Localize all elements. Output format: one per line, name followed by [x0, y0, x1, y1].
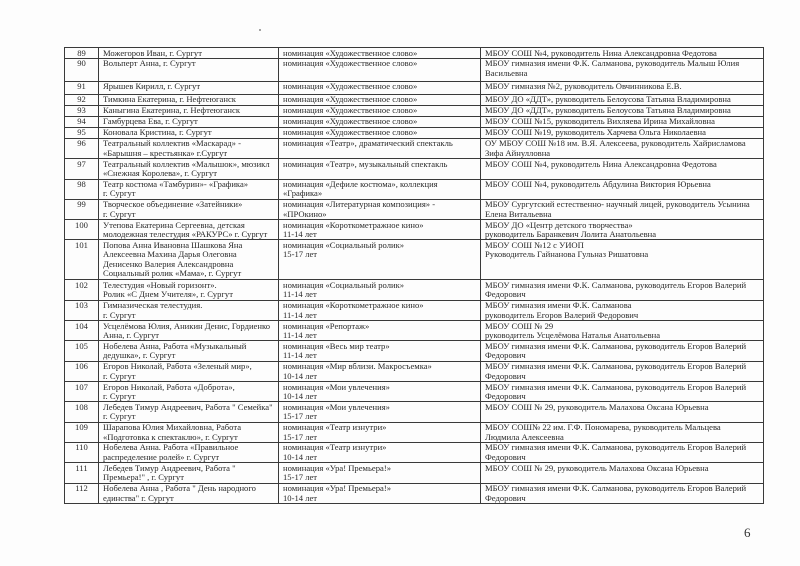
nomination-cell-line: номинация «Мои увлечения» — [283, 402, 390, 412]
participant-cell — [99, 483, 279, 503]
scan-speck — [259, 29, 261, 31]
participant-cell-line: Премьера!" , г. Сургут — [103, 473, 184, 483]
participant-cell-line: Егоров Николай, Работа «Доброта», — [103, 382, 235, 392]
nomination-cell-line: номинация «Ура! Премьера!» — [283, 484, 391, 494]
row-number: 89 — [65, 48, 99, 59]
organization-cell-line: Федорович — [485, 391, 526, 401]
participant-cell — [99, 402, 279, 422]
participant-cell-line: Гамбурцева Ева, г. Сургут — [103, 117, 198, 127]
organization-cell-line: МБОУ ДО «ДДТ», руководитель Белоусова Татьяна Владимировна — [485, 106, 731, 116]
organization-cell-line: МБОУ СОШ № 29 — [485, 321, 554, 331]
row-number: 100 — [65, 220, 99, 240]
organization-cell-line: МБОУ СОШ №4, руководитель Нина Александровна Федотова — [485, 48, 717, 58]
nomination-cell-line: номинация «Художественное слово» — [283, 128, 418, 138]
organization-cell-line: МБОУ гимназия имени Ф.К. Салманова, руководитель Егоров Валерий — [485, 484, 747, 494]
nomination-cell — [279, 159, 481, 179]
nomination-cell — [279, 199, 481, 219]
table-row — [65, 321, 764, 341]
organization-cell-line: Федорович — [485, 290, 526, 300]
organization-cell-line: руководитель Усцелёмова Наталья Анатольевна — [485, 331, 661, 340]
organization-cell — [481, 116, 764, 127]
organization-cell-line: руководитель Егоров Валерий Федорович — [485, 310, 639, 320]
nomination-cell-line: номинация «Художественное слово» — [283, 95, 418, 105]
nomination-cell-line: 11-14 лет — [283, 351, 317, 361]
nomination-cell-line: номинация «Мои увлечения» — [283, 382, 390, 392]
nomination-cell — [279, 422, 481, 442]
nomination-cell-line: 10-14 лет — [283, 391, 318, 401]
participant-cell-line: Творческое объединение «Затейники» — [103, 200, 243, 210]
organization-cell-line: МБОУ гимназия имени Ф.К. Салманова, руководитель Егоров Валерий — [485, 362, 747, 372]
table-row — [65, 138, 764, 158]
participant-cell-line: Шарапова Юлия Михайловна, Работа — [103, 423, 242, 433]
nomination-cell — [279, 105, 481, 116]
nomination-cell — [279, 483, 481, 503]
participant-cell — [99, 48, 279, 59]
nomination-cell — [279, 240, 481, 280]
participant-cell — [99, 240, 279, 280]
row-number: 107 — [65, 382, 99, 402]
organization-cell-line: МБОУ гимназия имени Ф.К. Салманова, руководитель Малыш Юлия — [485, 59, 740, 69]
organization-cell-line: МБОУ Сургутский естественно- научный лицей, руководитель Усынина — [485, 200, 750, 210]
participant-cell-line: Театральный коллектив «Маскарад» - — [103, 139, 241, 149]
participant-cell-line: Театральный коллектив «Малышок», мюзикл — [103, 159, 270, 169]
row-number: 102 — [65, 280, 99, 300]
table-row — [65, 94, 764, 105]
participant-cell — [99, 58, 279, 81]
nomination-cell-line: номинация «Театр», драматический спектакль — [283, 139, 453, 149]
nomination-cell — [279, 127, 481, 138]
participant-cell-line: г. Сургут — [103, 412, 136, 422]
organization-cell-line: Федорович — [485, 371, 526, 381]
organization-cell-line: Федорович — [485, 351, 526, 361]
organization-cell-line: МБОУ СОШ№ 22 им. Г.Ф. Пономарева, руководитель Мальцева — [485, 423, 721, 433]
nomination-cell-line: «ПРОкино» — [283, 209, 327, 219]
organization-cell — [481, 240, 764, 280]
table-row — [65, 116, 764, 127]
organization-cell — [481, 422, 764, 442]
organization-cell — [481, 105, 764, 116]
organization-cell — [481, 280, 764, 300]
participant-cell — [99, 94, 279, 105]
nomination-cell-line: номинация «Художественное слово» — [283, 59, 418, 69]
table-row — [65, 422, 764, 442]
organization-cell — [481, 58, 764, 81]
organization-cell-line: МБОУ СОШ №4, руководитель Абдулина Виктория Юрьевна — [485, 180, 711, 190]
nomination-cell — [279, 81, 481, 94]
nomination-cell — [279, 463, 481, 483]
organization-cell — [481, 300, 764, 320]
participant-cell-line: распределение ролей» г. Сургут — [103, 452, 220, 462]
table-row — [65, 179, 764, 199]
nomination-cell — [279, 138, 481, 158]
table-row — [65, 442, 764, 462]
row-number: 106 — [65, 361, 99, 381]
organization-cell — [481, 483, 764, 503]
participant-cell-line: Гимназическая телестудия. — [103, 301, 203, 311]
participant-cell — [99, 361, 279, 381]
row-number: 95 — [65, 127, 99, 138]
nomination-cell-line: номинация «Репортаж» — [283, 321, 370, 331]
participant-cell — [99, 382, 279, 402]
organization-cell-line: МБОУ СОШ №4, руководитель Нина Александровна Федотова — [485, 159, 717, 169]
participant-cell — [99, 138, 279, 158]
nomination-cell-line: 11-14 лет — [283, 290, 317, 300]
row-number: 101 — [65, 240, 99, 280]
nomination-cell-line: номинация «Мир вблизи. Макросъемка» — [283, 362, 432, 372]
organization-cell — [481, 127, 764, 138]
table-row — [65, 341, 764, 361]
participant-cell-line: Тимкина Екатерина, г. Нефтеюганск — [103, 95, 236, 105]
organization-cell — [481, 402, 764, 422]
organization-cell-line: МБОУ ДО «Центр детского творчества» — [485, 220, 633, 230]
organization-cell — [481, 199, 764, 219]
organization-cell-line: МБОУ гимназия имени Ф.К. Салманова, руководитель Егоров Валерий — [485, 382, 747, 392]
nomination-cell — [279, 341, 481, 361]
organization-cell-line: МБОУ гимназия №2, руководитель Овчинникова Е.В. — [485, 82, 682, 92]
organization-cell-line: МБОУ гимназия имени Ф.К. Салманова, руководитель Егоров Валерий — [485, 341, 747, 351]
participant-cell-line: г. Сургут — [103, 189, 136, 199]
nomination-cell — [279, 179, 481, 199]
nomination-cell-line: номинация «Социальный ролик» — [283, 280, 405, 290]
participant-cell — [99, 199, 279, 219]
nomination-cell-line: номинация «Короткометражное кино» — [283, 220, 424, 230]
participants-table — [64, 47, 764, 504]
participants-table-body — [65, 48, 764, 504]
table-row — [65, 220, 764, 240]
participant-cell — [99, 442, 279, 462]
nomination-cell — [279, 300, 481, 320]
participant-cell-line: Нобелева Анна , Работа " День народного — [103, 484, 256, 494]
participant-cell — [99, 280, 279, 300]
table-row — [65, 280, 764, 300]
nomination-cell-line: номинация «Ура! Премьера!» — [283, 463, 391, 473]
nomination-cell-line: номинация «Литературная композиция» - — [283, 200, 436, 210]
participant-cell-line: Телестудия «Новый горизонт». — [103, 280, 217, 290]
row-number: 110 — [65, 442, 99, 462]
nomination-cell — [279, 442, 481, 462]
nomination-cell-line: 10-14 лет — [283, 371, 318, 381]
participant-cell-line: г. Сургут — [103, 209, 136, 219]
table-row — [65, 463, 764, 483]
participant-cell — [99, 179, 279, 199]
row-number: 112 — [65, 483, 99, 503]
row-number: 99 — [65, 199, 99, 219]
row-number: 103 — [65, 300, 99, 320]
participant-cell — [99, 105, 279, 116]
nomination-cell-line: номинация «Художественное слово» — [283, 48, 418, 58]
organization-cell-line: Елена Витальевна — [485, 209, 552, 219]
nomination-cell-line: номинация «Театр», музыкальный спектакль — [283, 159, 448, 169]
participant-cell-line: Нобелева Анна. Работа «Правильное — [103, 443, 239, 453]
table-row — [65, 81, 764, 94]
row-number: 109 — [65, 422, 99, 442]
table-row — [65, 159, 764, 179]
table-row — [65, 199, 764, 219]
organization-cell-line: МБОУ СОШ №19, руководитель Харчева Ольга Николаевна — [485, 128, 706, 138]
participant-cell-line: Социальный ролик «Мама», г. Сургут — [103, 269, 242, 279]
nomination-cell — [279, 361, 481, 381]
organization-cell — [481, 138, 764, 158]
row-number: 94 — [65, 116, 99, 127]
nomination-cell — [279, 58, 481, 81]
participant-cell-line: молодежная телестудия «РАКУРС» г. Сургут — [103, 230, 268, 240]
nomination-cell-line: 11-14 лет — [283, 310, 317, 320]
organization-cell-line: МБОУ СОШ №15, руководитель Вихляева Ирина Михайловна — [485, 117, 715, 127]
table-row — [65, 483, 764, 503]
participant-cell-line: Ролик «С Днем Учителя», г. Сургут — [103, 290, 233, 300]
table-row — [65, 300, 764, 320]
nomination-cell — [279, 321, 481, 341]
participant-cell — [99, 463, 279, 483]
organization-cell-line: МБОУ гимназия имени Ф.К. Салманова — [485, 301, 632, 311]
table-row — [65, 240, 764, 280]
row-number: 97 — [65, 159, 99, 179]
nomination-cell — [279, 48, 481, 59]
organization-cell-line: МБОУ СОШ № 29, руководитель Малахова Оксана Юрьевна — [485, 402, 709, 412]
row-number: 90 — [65, 58, 99, 81]
nomination-cell-line: 15-17 лет — [283, 412, 318, 422]
organization-cell-line: Людмила Алексеевна — [485, 432, 564, 442]
participant-cell-line: дедушка», г. Сургут — [103, 351, 176, 361]
organization-cell-line: Руководитель Гайнанова Гульназ Ришатовна — [485, 250, 649, 260]
page-number: 6 — [744, 525, 751, 540]
participant-cell — [99, 341, 279, 361]
nomination-cell — [279, 220, 481, 240]
participant-cell — [99, 159, 279, 179]
row-number: 91 — [65, 81, 99, 94]
organization-cell-line: Федорович — [485, 493, 526, 503]
participant-cell-line: г. Сургут — [103, 371, 136, 381]
organization-cell — [481, 159, 764, 179]
participant-cell-line: единства" г. Сургут — [103, 493, 174, 503]
participant-cell — [99, 81, 279, 94]
row-number: 92 — [65, 94, 99, 105]
participant-cell-line: «Подготовка к спектаклю», г. Сургут — [103, 432, 238, 442]
nomination-cell-line: 10-14 лет — [283, 493, 318, 503]
nomination-cell-line: 15-17 лет — [283, 473, 318, 483]
organization-cell — [481, 48, 764, 59]
nomination-cell — [279, 280, 481, 300]
organization-cell-line: Васильевна — [485, 68, 528, 78]
table-row — [65, 361, 764, 381]
organization-cell-line: Федорович — [485, 452, 526, 462]
participant-cell-line: «Снежная Королева», г. Сургут — [103, 169, 217, 179]
organization-cell-line: МБОУ гимназия имени Ф.К. Салманова, руководитель Егоров Валерий — [485, 443, 747, 453]
nomination-cell — [279, 402, 481, 422]
participant-cell-line: Лебедев Тимур Андреевич, Работа " Семейка" — [103, 402, 273, 412]
nomination-cell-line: 10-14 лет — [283, 452, 318, 462]
nomination-cell-line: «Графика» — [283, 189, 323, 199]
participant-cell-line: Театр костюма «Тамбурин»- «Графика» — [103, 180, 249, 190]
participant-cell-line: Анна, г. Сургут — [103, 331, 160, 340]
table-row — [65, 48, 764, 59]
participant-cell-line: Денисенко Валерия Александровна — [103, 259, 234, 269]
organization-cell-line: Зифа Айнулловна — [485, 148, 551, 158]
participant-cell-line: г. Сургут — [103, 391, 136, 401]
organization-cell-line: МБОУ СОШ №12 с УИОП — [485, 240, 584, 250]
participant-cell-line: Алексеевна Махина Дарья Олеговна — [103, 250, 237, 260]
participant-cell-line: Попова Анна Ивановна Шашкова Яна — [103, 240, 243, 250]
participant-cell-line: Нобелева Анна, Работа «Музыкальный — [103, 341, 247, 351]
participant-cell-line: г. Сургут — [103, 310, 136, 320]
participant-cell-line: Утепова Екатерина Сергеевна, детская — [103, 220, 245, 230]
participant-cell-line: Лебедев Тимур Андреевич, Работа " — [103, 463, 236, 473]
participant-cell — [99, 116, 279, 127]
participant-cell — [99, 220, 279, 240]
table-row — [65, 382, 764, 402]
nomination-cell-line: номинация «Социальный ролик» — [283, 240, 405, 250]
table-row — [65, 58, 764, 81]
nomination-cell-line: номинация «Весь мир театр» — [283, 341, 390, 351]
table-row — [65, 127, 764, 138]
nomination-cell-line: номинация «Художественное слово» — [283, 82, 418, 92]
organization-cell — [481, 341, 764, 361]
row-number: 104 — [65, 321, 99, 341]
organization-cell — [481, 321, 764, 341]
row-number: 111 — [65, 463, 99, 483]
participant-cell-line: Коновала Кристина, г. Сургут — [103, 128, 212, 138]
participant-cell — [99, 422, 279, 442]
table-row — [65, 105, 764, 116]
organization-cell — [481, 179, 764, 199]
participant-cell-line: Каныгина Екатерина, г. Нефтеюганск — [103, 106, 241, 116]
table-row — [65, 402, 764, 422]
row-number: 96 — [65, 138, 99, 158]
organization-cell — [481, 220, 764, 240]
nomination-cell-line: номинация «Художественное слово» — [283, 106, 418, 116]
nomination-cell-line: номинация «Художественное слово» — [283, 117, 418, 127]
organization-cell-line: МБОУ СОШ № 29, руководитель Малахова Оксана Юрьевна — [485, 463, 709, 473]
organization-cell-line: МБОУ ДО «ДДТ», руководитель Белоусова Татьяна Владимировна — [485, 95, 731, 105]
nomination-cell — [279, 94, 481, 105]
nomination-cell-line: 15-17 лет — [283, 432, 318, 442]
nomination-cell-line: 11-14 лет — [283, 230, 317, 240]
nomination-cell-line: номинация «Дефиле костюма», коллекция — [283, 180, 438, 190]
row-number: 93 — [65, 105, 99, 116]
organization-cell — [481, 442, 764, 462]
nomination-cell-line: 15-17 лет — [283, 250, 318, 260]
organization-cell — [481, 94, 764, 105]
participant-cell-line: Егоров Николай, Работа «Зеленый мир», — [103, 362, 252, 372]
organization-cell-line: МБОУ гимназия имени Ф.К. Салманова, руководитель Егоров Валерий — [485, 280, 747, 290]
organization-cell — [481, 382, 764, 402]
organization-cell-line: руководитель Баранкевич Лолита Анатольевна — [485, 230, 657, 240]
organization-cell — [481, 463, 764, 483]
nomination-cell-line: номинация «Короткометражное кино» — [283, 301, 424, 311]
row-number: 108 — [65, 402, 99, 422]
nomination-cell-line: 11-14 лет — [283, 331, 317, 340]
participant-cell — [99, 300, 279, 320]
row-number: 105 — [65, 341, 99, 361]
row-number: 98 — [65, 179, 99, 199]
nomination-cell-line: номинация «Театр изнутри» — [283, 423, 387, 433]
nomination-cell — [279, 116, 481, 127]
participant-cell-line: Ярышев Кирилл, г. Сургут — [103, 82, 201, 92]
participant-cell-line: Вольперт Анна, г. Сургут — [103, 59, 196, 69]
organization-cell — [481, 81, 764, 94]
participant-cell — [99, 321, 279, 341]
organization-cell — [481, 361, 764, 381]
participant-cell — [99, 127, 279, 138]
nomination-cell-line: номинация «Театр изнутри» — [283, 443, 387, 453]
participant-cell-line: Можегоров Иван, г. Сургут — [103, 48, 202, 58]
participant-cell-line: «Барышня – крестьянка» г.Сургут — [103, 148, 228, 158]
participant-cell-line: Усцелёмова Юлия, Аникин Денис, Гордиенко — [103, 321, 271, 331]
organization-cell-line: ОУ МБОУ СОШ №18 им. В.Я. Алексеева, руководитель Хайрисламова — [485, 139, 746, 149]
nomination-cell — [279, 382, 481, 402]
